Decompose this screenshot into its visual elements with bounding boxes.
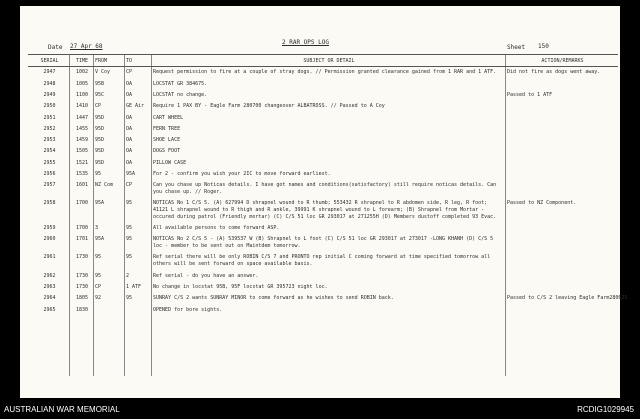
time-cell: 1601 [75,181,89,188]
time-cell: 1410 [75,103,89,110]
column-header-from: FROM [95,57,108,64]
detail-cell: NOTICAS No 2 C/S 5 - (A) 539537 W (B) Shrapnel to L foot (C) C/S 51 loc GR 293017 at 273017 -LONG KHANH (D) C/S 5 loc - member to be sent out on Maintdem tomorrow. [153,235,494,249]
column-header-serial: SERIAL [40,57,59,64]
table-row [28,89,618,100]
remarks-cell: Passed to C/S 2 leaving Eagle Farm280625. [507,295,631,302]
time-cell: 1730 [75,283,89,290]
time-cell: 1805 [75,295,89,302]
table-row [28,198,618,223]
serial-cell: 2961 [43,253,56,260]
serial-cell: 2950 [43,103,56,110]
detail-cell: Require 1 PAX BY - Eagle Farm 280700 changeover ALBATROSS. // Passed to A Coy [153,103,385,110]
remarks-cell [505,234,618,236]
serial-cell: 2960 [43,235,56,242]
time-cell: 1730 [75,253,89,260]
table-row [28,281,618,292]
from-cell: 95A [95,235,105,242]
table-row [28,252,618,270]
from-cell: CP [95,103,102,110]
time-cell: 1830 [75,306,89,313]
serial-cell: 2964 [43,295,56,302]
detail-cell: Ref serial there will be only ROBIN C/S 7 and PRONTO rep initial C coming forward at time specified tomorrow all others will be sent forward on space available basis. [153,253,491,267]
detail-cell: Ref serial - do you have an answer. [153,272,259,279]
detail-cell: PILLOW CASE [153,159,187,166]
detail-cell: OPENED for bore sights. [153,306,223,313]
footer-record-id: RCDIG1029945 [577,405,634,414]
time-cell: 1005 [75,80,89,87]
detail-cell: FERN TREE [153,125,181,132]
table-row [28,157,618,168]
table-row [28,223,618,234]
time-cell: 1701 [75,235,89,242]
from-cell: 95C [95,91,105,98]
table-row [28,270,618,281]
from-cell: 95A [95,199,105,206]
from-cell: 95D [95,114,105,121]
serial-cell: 2954 [43,148,56,155]
detail-cell: DOGS FOOT [153,148,181,155]
remarks-cell: Passed to NZ Component. [507,199,577,206]
from-cell: 95 [95,171,102,178]
from-cell: 3 [95,225,99,232]
to-cell: 2 [126,272,130,279]
serial-cell: 2951 [43,114,56,121]
ops-log-table [28,54,631,315]
column-header-time: TIME [75,57,89,64]
time-cell: 1100 [75,91,89,98]
sheet-number: 150 [538,43,549,50]
time-cell: 1455 [75,125,89,132]
serial-cell: 2965 [43,306,56,313]
serial-cell: 2947 [43,69,56,75]
table-row [28,146,618,157]
serial-cell: 2949 [43,91,56,98]
detail-cell: Can you chase up Noticas details. I have got names and conditions(satisfactory) still require noticas details. Can you chase up. // Roger. [153,181,497,195]
from-cell: NZ Com [95,181,114,188]
detail-cell: For 2 - confirm you wish your 2IC to move forward earliest. [153,171,331,178]
to-cell: 95 [126,235,133,242]
time-cell: 1730 [75,272,89,279]
to-cell: 95 [126,253,133,260]
sheet-label: Sheet [507,44,526,51]
detail-cell: SHOE LACE [153,137,181,144]
to-cell: OA [126,137,133,144]
from-cell: 95D [95,125,105,132]
to-cell: CP [126,69,133,75]
table-header-row [28,55,618,67]
serial-cell: 2948 [43,80,56,87]
detail-cell: NOTICAS No 1 C/S 5. (A) 627994 D shrapnel wound to R thumb; 553432 R shrapnel to R abdomen side, R leg, R foot; 41121 L shrapnel wound to R thigh and R ankle, 39991 K shrapnel wound to L forearm; (B) Shrapnel from Mortar - occured during patrol (Friendly mortar) (C) C/S 51 loc GR 293017 at 271255H (D) Members dustoff completed 93 Evac. [153,199,497,220]
detail-cell: SUNRAY C/S 2 wants SUNRAY MINOR to come forward as he wishes to send ROBIN back. [153,295,394,302]
to-cell: OA [126,114,133,121]
to-cell: 95 [126,225,133,232]
from-cell: 95D [95,137,105,144]
detail-cell: LOCSTAT no change. [153,91,208,98]
remarks-cell: Passed to 1 ATF [507,91,553,98]
log-sheet [20,6,631,398]
table-row [28,234,618,252]
date-value: 27 Apr 68 [70,43,103,50]
to-cell: 95A [126,171,136,178]
table-row [28,304,618,315]
detail-cell: LOCSTAT GR 384675. [153,80,208,87]
from-cell: 95 [95,272,102,279]
serial-cell: 2962 [43,272,56,279]
table-row [28,168,618,179]
column-header-remarks: ACTION/REMARKS [541,57,584,64]
column-header-to: TO [126,57,133,64]
detail-cell: Request permission to fire at a couple of stray dogs. // Permission granted clearance gained from 1 RAR and 1 ATF. [153,69,497,75]
detail-cell: No change in locstat 95B, 95F locstat GR 395723 night loc. [153,283,328,290]
from-cell: CP [95,283,102,290]
serial-cell: 2963 [43,283,56,290]
remarks-cell [505,252,618,254]
log-title: 2 RAR OPS LOG [282,39,329,46]
from-cell: 95 [95,253,102,260]
to-cell: OA [126,159,133,166]
table-row [28,78,618,89]
to-cell: OA [126,148,133,155]
from-cell: 92 [95,295,102,302]
time-cell: 1447 [75,114,89,121]
remarks-cell [505,180,618,182]
time-cell: 1700 [75,225,89,232]
table-row [28,180,618,198]
serial-cell: 2956 [43,171,56,178]
to-cell: 95 [126,199,133,206]
serial-cell: 2958 [43,199,56,206]
table-row [28,67,618,78]
time-cell: 1002 [75,69,89,75]
to-cell: OA [126,91,133,98]
serial-cell: 2952 [43,125,56,132]
table-row [28,134,618,145]
from-cell: V Coy [95,69,111,75]
to-cell: 95 [126,295,133,302]
serial-cell: 2953 [43,137,56,144]
time-cell: 1535 [75,171,89,178]
table-row [28,123,618,134]
from-cell: 95B [95,80,105,87]
to-cell: GE Air [126,103,145,110]
serial-cell: 2959 [43,225,56,232]
serial-cell: 2957 [43,181,56,188]
table-row [28,293,631,304]
detail-cell: All available persons to come forward ASP. [153,225,280,232]
column-header-subject: SUBJECT OR DETAIL [303,57,355,64]
time-cell: 1521 [75,159,89,166]
detail-cell: CART WHEEL [153,114,184,121]
to-cell: OA [126,80,133,87]
time-cell: 1505 [75,148,89,155]
to-cell: OA [126,125,133,132]
time-cell: 1700 [75,199,89,206]
from-cell: 95D [95,159,105,166]
footer-source: AUSTRALIAN WAR MEMORIAL [4,405,120,414]
remarks-cell: Did not fire as dogs went away. [507,69,601,75]
to-cell: CP [126,181,133,188]
table-row [28,101,618,112]
serial-cell: 2955 [43,159,56,166]
table-row [28,112,618,123]
from-cell: 95D [95,148,105,155]
time-cell: 1459 [75,137,89,144]
to-cell: 1 ATF [126,283,142,290]
date-label: Date [48,44,63,51]
